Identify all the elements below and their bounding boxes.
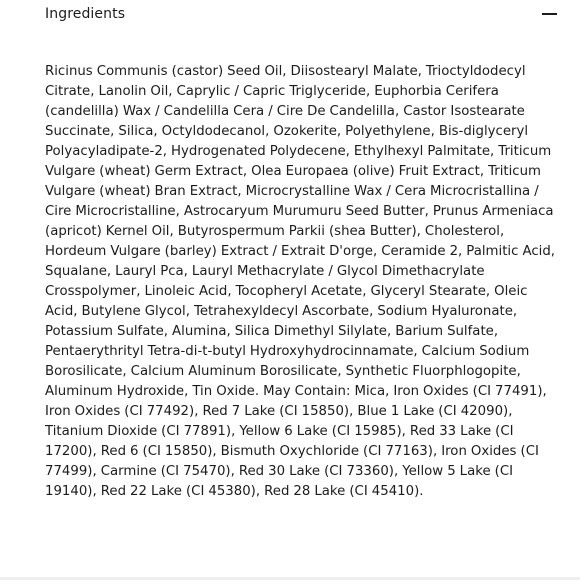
minus-icon-bar (542, 13, 557, 15)
ingredients-list-text: Ricinus Communis (castor) Seed Oil, Diisostearyl Malate, Trioctyldodecyl Citrate, Lanolin Oil, Caprylic / Capric Triglyceride, Euphorbia Cerifera (candelilla) Wax / Candelilla Cera / Cire De Candelilla, Castor Isostearate Succinate, Silica, Octyldodecanol, Ozokerite, Polyethylene, Bis-diglyceryl Polyacyladipate-2, Hydrogenated Polydecene, Ethylhexyl Palmitate, Triticum Vulgare (wheat) Germ Extract, Olea Europaea (olive) Fruit Extract, Triticum Vulgare (wheat) Bran Extract, Microcrystalline Wax / Cera Microcristallina / Cire Microcristalline, Astrocaryum Murumuru Seed Butter, Prunus Armeniaca (apricot) Kernel Oil, Butyrospermum Parkii (shea Butter), Cholesterol, Hordeum Vulgare (barley) Extract / Extrait D'orge, Ceramide 2, Palmitic Acid, Squalane, Lauryl Pca, Lauryl Methacrylate / Glycol Dimethacrylate Crosspolymer, Linoleic Acid, Tocopheryl Acetate, Glyceryl Stearate, Oleic Acid, Butylene Glycol, Tetrahexyldecyl Ascorbate, Sodium Hyaluronate, Potassium Sulfate, Alumina, Silica Dimethyl Silylate, Barium Sulfate, Pentaerythrityl Tetra-di-t-butyl Hydroxyhydrocinnamate, Calcium Sodium Borosilicate, Calcium Aluminum Borosilicate, Synthetic Fluorphlogopite, Aluminum Hydroxide, Tin Oxide. May Contain: Mica, Iron Oxides (CI 77491), Iron Oxides (CI 77492), Red 7 Lake (CI 15850), Blue 1 Lake (CI 42090), Titanium Dioxide (CI 77891), Yellow 6 Lake (CI 15985), Red 33 Lake (CI 17200), Red 6 (CI 15850), Bismuth Oxychloride (CI 77163), Iron Oxides (CI 77499), Carmine (CI 75470), Red 30 Lake (CI 73360), Yellow 5 Lake (CI 19140), Red 22 Lake (CI 45380), Red 28 Lake (CI 45410). (45, 64, 555, 499)
ingredients-accordion-header[interactable] (45, 0, 560, 28)
minus-icon[interactable] (541, 6, 557, 22)
accordion-title: Ingredients (45, 6, 126, 22)
